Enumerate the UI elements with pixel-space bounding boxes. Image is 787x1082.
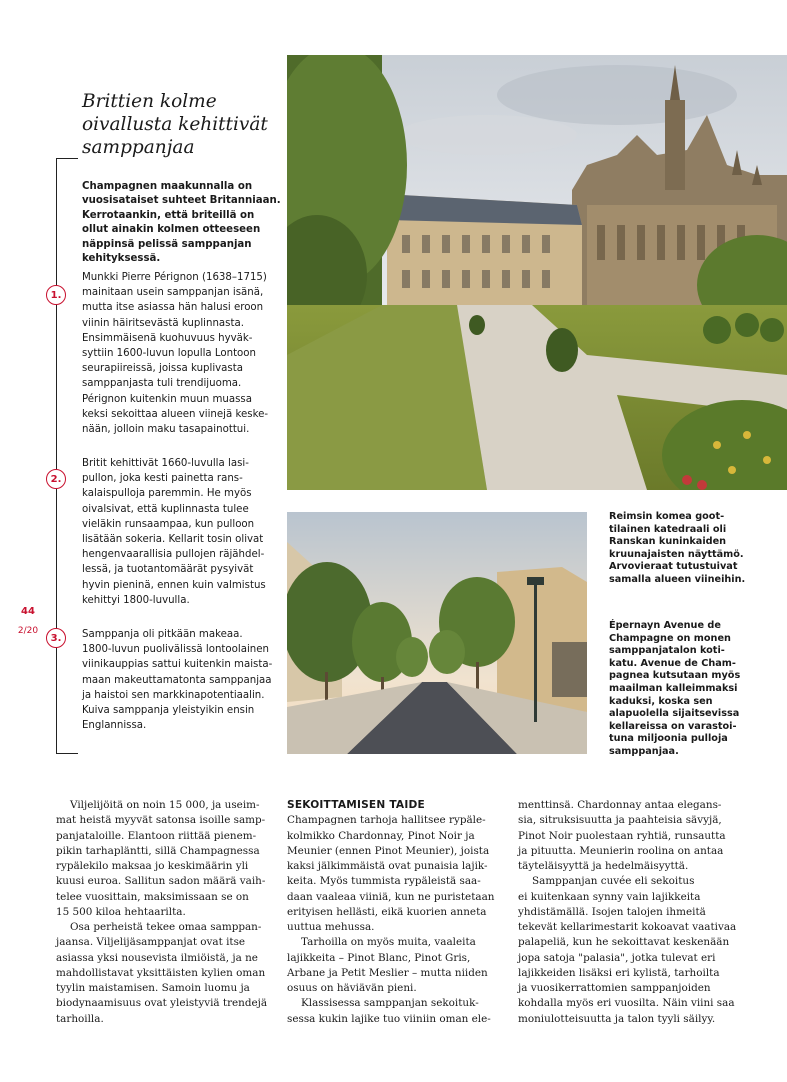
point-line: Kuiva samppanja yleistyikin ensin [82,705,255,717]
point-line: ja haistoi sen markkinapotentiaalin. [82,689,265,701]
intro-line: ollut ainakin kolmen otteeseen [82,224,261,236]
point-line: maan makeuttamatonta samppanjaa [82,674,272,686]
body-line: ei kuitenkaan synny vain lajikkeita [518,890,701,903]
point-line: kalaispulloja paremmin. He myös [82,488,252,500]
body-column-1 [56,798,288,1027]
body-line: yhdistämällä. Isojen talojen ihmeitä [518,905,706,918]
body-line: asiassa yksi nousevista ilmiöistä, ja ne [56,951,258,964]
body-line: palapeliä, kun he sekoittavat keskenään [518,936,730,949]
body-line: panjataloille. Elantoon riittää pienem- [56,829,257,842]
body-line: Viljelijöitä on noin 15 000, ja useim- [70,799,260,811]
point-line: hengenvaarallisia pullojen räjähdel- [82,549,265,561]
body-line: pikin tarhapläntti, sillä Champagnessa [56,844,260,857]
body-line: sessa kukin lajike tuo viiniin oman ele- [287,1012,491,1025]
body-line: kaksi jälkimmäistä ovat punaisia lajik- [287,860,488,872]
point-line: Munkki Pierre Pérignon (1638–1715) [82,272,267,283]
body-line: lajikkeiden lisäksi eri kylistä, tarhoilta [518,966,720,979]
page-number: 44 [21,606,35,617]
point-line: syttiin 1600-luvun lopulla Lontoon [82,348,256,360]
body-line: Osa perheistä tekee omaa samppan- [70,921,262,933]
sidebar-vertical-rule [56,158,57,754]
body-line: ja vuosikerrattomien samppanjoiden [518,982,711,994]
body-column-3 [518,798,750,1027]
body-line: jopa satoja "palasia", jotka tulevat eri [518,951,716,964]
point-number-badge: 2. [46,469,66,489]
point-line: Ensimmäisenä kuohuvuus hyväk- [82,332,253,344]
point-line: viinikauppias sattui kuitenkin maista- [82,659,273,671]
point-line: viinin häiritsevästä kuplinnasta. [82,317,244,329]
intro-line: Champagnen maakunnalla on [82,181,253,192]
body-line: osuus on häviävän pieni. [287,982,417,994]
body-line: Klassisessa samppanjan sekoituk- [301,997,479,1010]
body-line: Champagnen tarhoja hallitsee rypäle- [287,814,486,827]
body-line: 15 500 kiloa hehtaarilta. [56,905,186,918]
point-line: Samppanja oli pitkään makeaa. [82,629,243,640]
point-line: mainitaan usein samppanjan isänä, [82,287,264,299]
intro-line: kehityksessä. [82,253,161,265]
body-line: Samppanjan cuvée eli sekoitus [532,875,695,888]
point-line: pullon, joka kesti painetta rans- [82,473,243,485]
point-line: samppanjasta tuli trendijuoma. [82,378,242,390]
body-line: kuusi euroa. Sallitun sadon määrä vaih- [56,875,266,888]
point-2-text [82,456,282,608]
body-line: daan vaaleaa viiniä, kun ne puristetaan [287,890,495,903]
body-line: sia, sitruksisuutta ja paahteisia sävyjä, [518,814,722,827]
body-line: tyylin maistamisen. Samoin luomu ja [56,982,250,994]
sidebar-title-line: samppanjaa [82,137,195,158]
point-1-text [82,270,282,437]
body-line: kolmikko Chardonnay, Pinot Noir ja [287,829,475,842]
body-line: moniulotteisuutta ja talon tyyli säilyy. [518,1012,716,1025]
sidebar-top-rule [56,158,78,159]
sidebar-title [82,90,292,159]
body-line: Meunier (ennen Pinot Meunier), joista [287,844,490,857]
body-line: telee vuosittain, maksimissaan se on [56,890,249,903]
point-number-badge: 1. [46,285,66,305]
body-line: Pinot Noir puolestaan ryhtiä, runsautta [518,829,726,842]
caption-line: samppanjatalon koti- [609,645,725,657]
point-line: lessä, ja tuotantomäärät pysyivät [82,564,254,576]
point-line: nään, jolloin maku tasapainottui. [82,424,250,436]
intro-line: vuosisataiset suhteet Britanniaan. [82,195,281,207]
intro-line: Kerrotaankin, että briteillä on [82,209,255,221]
photo-caption-cathedral [609,511,779,587]
caption-line: kellareissa on varastoi- [609,720,737,732]
point-line: Englannissa. [82,720,147,732]
body-line: tekevät kellarimestarit kokoavat vaativaa [518,921,737,933]
point-number-badge: 3. [46,628,66,648]
body-line: täyteläisyyttä ja hedelmäisyyttä. [518,860,689,872]
avenue-de-champagne-photo [287,512,587,754]
body-line: tarhoilla. [56,1012,104,1025]
body-line: jaansa. Viljelijäsamppanjat ovat itse [56,936,246,949]
sidebar-bottom-rule [56,753,78,754]
reims-cathedral-photo [287,55,787,490]
body-line: menttinsä. Chardonnay antaa elegans- [518,799,722,811]
intro-line: näppinsä pelissä samppanjan [82,238,252,250]
caption-line: tilainen katedraali oli [609,523,727,535]
caption-line: kaduksi, koska sen [609,695,713,707]
body-line: Tarhoilla on myös muita, vaaleita [301,936,476,949]
body-line: uuttua mehussa. [287,921,375,933]
body-line: erityisen hellästi, eikä kuorien anneta [287,905,487,918]
sidebar-title-line: Brittien kolme [82,91,217,112]
point-line: 1800-luvun puolivälissä lontoolainen [82,644,269,656]
photo-caption-avenue [609,620,779,759]
point-line: keksi sekoittaa alueen viinejä keske- [82,408,269,420]
point-line: oivalsivat, että kuplinnasta tulee [82,503,249,515]
body-line: keita. Myös tummista rypäleistä saa- [287,875,481,888]
caption-line: Épernayn Avenue de [609,620,721,631]
body-line: kohdalla myös eri vuosilta. Näin viini saa [518,997,735,1010]
body-line: mat heistä myyvät satonsa isoille samp- [56,814,266,827]
caption-line: Ranskan kuninkaiden [609,536,727,548]
point-line: Britit kehittivät 1660-luvulla lasi- [82,458,249,469]
point-line: Pérignon kuitenkin muun muassa [82,393,252,405]
point-line: kehittyi 1800-luvulla. [82,594,190,606]
point-line: vieläkin runsaampaa, kun pulloon [82,518,255,530]
body-line: lajikkeita – Pinot Blanc, Pinot Gris, [287,951,471,964]
body-line: biodynaamisuus ovat yleistyviä trendejä [56,997,268,1010]
caption-line: katu. Avenue de Cham- [609,657,736,669]
caption-line: kruunajaisten näyttämö. [609,548,744,560]
point-3-text [82,627,282,733]
caption-line: samalla alueen viineihin. [609,573,746,585]
body-line: rypälekilo maksaa jo keskimäärin yli [56,860,249,872]
caption-line: tuna miljoonia pulloja [609,733,728,745]
sidebar-intro [82,180,281,266]
caption-line: Champagne on monen [609,632,731,644]
point-line: lisätään sokeria. Kellarit tosin olivat [82,534,264,546]
caption-line: alapuolella sijaitsevissa [609,708,740,720]
caption-line: Arvovieraat tutustuivat [609,561,738,573]
body-line: ja pituutta. Meunierin roolina on antaa [518,844,724,857]
caption-line: Reimsin komea goot- [609,511,725,522]
body-column-2 [287,798,519,1027]
section-subheading: SEKOITTAMISEN TAIDE [287,799,425,811]
point-line: hyvin pieninä, ennen kuin valmistus [82,579,266,591]
sidebar-title-line: oivallusta kehittivät [82,114,268,135]
caption-line: pagnea kutsutaan myös [609,670,741,682]
issue-number: 2/20 [17,626,39,636]
body-line: Arbane ja Petit Meslier – mutta niiden [287,966,488,979]
point-line: mutta itse asiassa hän halusi eroon [82,302,264,314]
caption-line: maailman kalleimmaksi [609,682,738,694]
body-line: mahdollistavat yksittäisten kylien oman [56,966,266,979]
point-line: seurapiireissä, joissa kuplivasta [82,363,243,375]
caption-line: samppanjaa. [609,745,679,757]
